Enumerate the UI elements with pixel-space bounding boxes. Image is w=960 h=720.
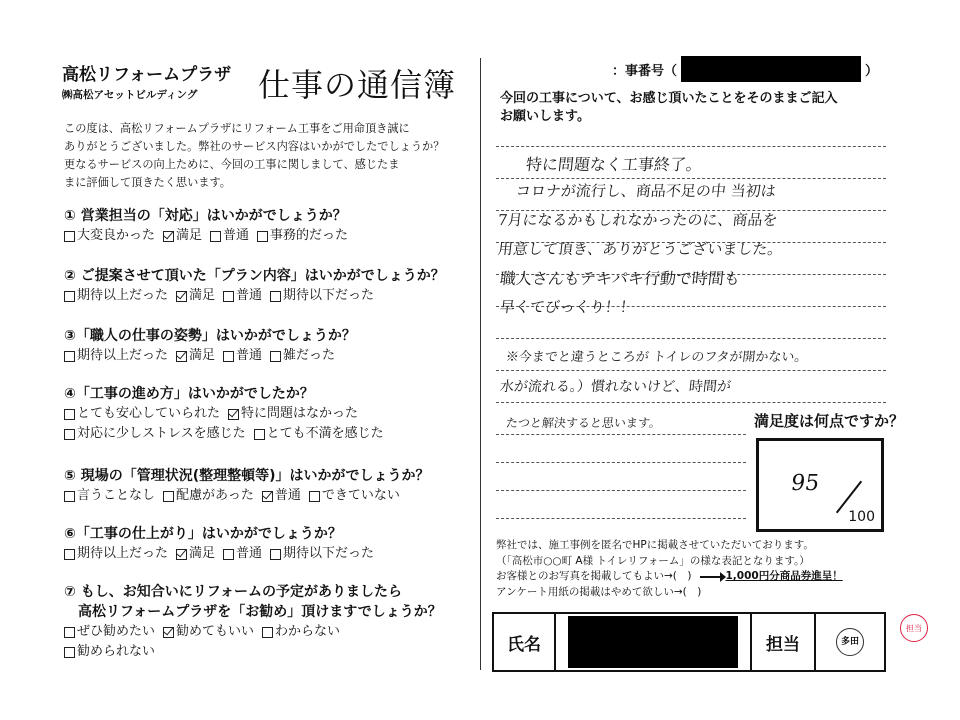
checkbox-icon[interactable] [64, 351, 75, 362]
checkbox-icon[interactable] [223, 351, 234, 362]
question-2 [64, 266, 474, 306]
staff-cell [816, 614, 884, 670]
option[interactable] [163, 622, 254, 642]
note-line: 弊社では、施工事例を匿名でHPに掲載させていただいております。 [496, 539, 814, 551]
option[interactable] [270, 286, 374, 306]
option[interactable] [64, 286, 168, 306]
option[interactable] [270, 346, 335, 366]
option[interactable] [64, 226, 155, 246]
option-label: できていない [321, 488, 400, 503]
staff-label: 担当 [752, 614, 816, 670]
handwritten-comment: たつと解決すると思います。 [505, 416, 662, 430]
checkbox-icon[interactable] [257, 231, 268, 242]
ruled-line [496, 402, 886, 403]
name-cell [556, 614, 752, 670]
option[interactable] [64, 622, 155, 642]
option[interactable] [64, 544, 168, 564]
ruled-line [496, 490, 746, 491]
handwritten-comment: 7月になるかもしれなかったのに、商品を [497, 211, 779, 229]
option-label: ぜひ勧めたい [77, 624, 156, 639]
option[interactable] [64, 486, 155, 506]
checkbox-icon[interactable] [254, 429, 265, 440]
option[interactable] [176, 286, 215, 306]
prompt-line: 今回の工事について、お感じ頂いたことをそのままご記入 [500, 91, 838, 106]
checkbox-icon[interactable] [64, 549, 75, 560]
checkbox-icon[interactable] [270, 291, 281, 302]
option-label: 普通 [236, 546, 263, 561]
checkbox-icon[interactable] [64, 491, 75, 502]
option[interactable] [257, 226, 348, 246]
case-number-label: ：事番号（ [612, 63, 678, 79]
case-number [612, 56, 878, 82]
option-label: 満足 [189, 288, 216, 303]
question-title: ② ご提案させて頂いた「プラン内容」はいかがでしょうか？ [64, 268, 445, 284]
option-row [64, 622, 474, 642]
option-row [64, 404, 474, 424]
satisfaction-title: 満足度は何点ですか？ [754, 412, 905, 430]
comment-prompt [500, 90, 890, 126]
option[interactable] [64, 424, 246, 444]
checkbox-icon[interactable] [270, 351, 281, 362]
checkbox-icon[interactable] [210, 231, 221, 242]
checkbox-icon[interactable] [64, 231, 75, 242]
option-label: 満足 [189, 546, 216, 561]
checked-checkbox-icon[interactable] [262, 491, 273, 502]
option[interactable] [262, 622, 340, 642]
checkbox-icon[interactable] [64, 409, 75, 420]
ruled-line [496, 434, 746, 435]
option[interactable] [163, 226, 202, 246]
option-label: 期待以下だった [283, 288, 375, 303]
intro-line: 更なるサービスの向上ために、今回の工事に関しまして、感じたま [64, 158, 400, 171]
question-6 [64, 524, 474, 564]
handwritten-comment: 用意して頂き、ありがとうございました。 [497, 240, 784, 258]
checkbox-icon[interactable] [309, 491, 320, 502]
option-label: 普通 [274, 488, 301, 503]
checkbox-icon[interactable] [163, 491, 174, 502]
option-row [64, 346, 474, 366]
option-row [64, 486, 474, 506]
checkbox-icon[interactable] [223, 549, 234, 560]
ruled-line [496, 518, 746, 519]
checkbox-icon[interactable] [262, 627, 273, 638]
checkbox-icon[interactable] [270, 549, 281, 560]
option-row [64, 226, 474, 246]
option-label: わからない [275, 624, 341, 639]
handwritten-comment: 水が流れる。）慣れないけど、時間が [499, 379, 732, 395]
question-7 [64, 582, 474, 662]
intro-line: ありがとうございました。弊社のサービス内容はいかがでしたでしょうか？ [64, 140, 445, 153]
option[interactable] [223, 544, 262, 564]
intro-line: まに評価して頂きたく思います。 [64, 176, 231, 189]
question-3 [64, 326, 474, 366]
prompt-line: お願いします。 [500, 109, 590, 124]
option-label: 期待以下だった [283, 546, 375, 561]
checked-checkbox-icon[interactable] [176, 549, 187, 560]
option-label: 事務的だった [270, 228, 349, 243]
option[interactable] [228, 404, 358, 424]
option-row [64, 642, 474, 662]
option-label: 満足 [176, 228, 203, 243]
option-label: 普通 [236, 288, 263, 303]
intro-line: この度は、高松リフォームプラザにリフォーム工事をご用命頂き誠に [64, 122, 410, 135]
option-label: 普通 [236, 348, 263, 363]
option-label: 特に問題はなかった [241, 406, 359, 421]
question-title: ④「工事の進め方」はいかがでしたか？ [64, 386, 314, 402]
ruled-line [496, 338, 886, 339]
checked-checkbox-icon[interactable] [163, 627, 174, 638]
option-label: 普通 [223, 228, 250, 243]
photo-consent-line [496, 569, 896, 585]
option-row [64, 424, 474, 444]
question-1 [64, 206, 474, 246]
question-title: ⑥「工事の仕上がり」はいかがでしょうか？ [64, 526, 342, 542]
handwritten-comment: 早くてびっくり！！ [499, 298, 636, 316]
checked-checkbox-icon[interactable] [163, 231, 174, 242]
case-number-close: ） [865, 63, 879, 79]
publication-notes [496, 538, 896, 600]
option-label: 配慮があった [176, 488, 254, 503]
option[interactable] [163, 486, 254, 506]
question-title: ⑤ 現場の「管理状況(整理整頓等)」はいかがでしょうか？ [64, 468, 430, 484]
option[interactable] [270, 544, 374, 564]
checked-checkbox-icon[interactable] [228, 409, 239, 420]
option-label: 勧められない [77, 644, 156, 659]
question-title: ① 営業担当の「対応」はいかがでしょうか？ [64, 208, 347, 224]
ruled-line [496, 178, 886, 179]
voucher-text: 1,000円分商品券進呈！ [725, 570, 843, 582]
option-label: 言うことなし [77, 488, 156, 503]
handwritten-comment: ※今までと違うところが トイレのフタが開かない。 [505, 350, 809, 365]
checkbox-icon[interactable] [64, 429, 75, 440]
photo-consent-text: お客様とのお写真を掲載してもよい→( ) [496, 570, 692, 582]
question-title: ③「職人の仕事の姿勢」はいかがでしょうか？ [64, 328, 356, 344]
checkbox-icon[interactable] [223, 291, 234, 302]
arrow-right-icon [700, 576, 722, 578]
checked-checkbox-icon[interactable] [176, 351, 187, 362]
red-seal-stamp: 担当 [900, 614, 928, 642]
satisfaction-max: 100 [848, 509, 875, 525]
checkbox-icon[interactable] [64, 647, 75, 658]
name-label: 氏名 [494, 614, 556, 670]
option[interactable] [223, 346, 262, 366]
staff-stamp: 多田 [836, 628, 864, 656]
brand-sub: ㈱高松アセットビルディング [62, 89, 198, 101]
option[interactable] [176, 544, 215, 564]
handwritten-comment: コロナが流行し、商品不足の中 当初は [515, 182, 777, 200]
option-row [64, 286, 474, 306]
option[interactable] [254, 424, 384, 444]
checked-checkbox-icon[interactable] [176, 291, 187, 302]
form-title: 仕事の通信簿 [258, 66, 457, 104]
checkbox-icon[interactable] [64, 291, 75, 302]
question-5 [64, 466, 474, 506]
option[interactable] [262, 486, 301, 506]
redacted-case-number [681, 56, 861, 82]
note-line: （「高松市○○町 A様 トイレリフォーム」の様な表記となります。） [496, 554, 810, 567]
option-label: とても不満を感じた [266, 426, 384, 441]
satisfaction-score: 95 [789, 471, 821, 496]
option-row [64, 544, 474, 564]
redacted-name [568, 616, 738, 668]
option-label: 勧めてもいい [176, 624, 255, 639]
handwritten-comment: 職人さんもテキパキ行動で時間も [498, 269, 741, 288]
option-label: 満足 [189, 348, 216, 363]
satisfaction-box [756, 438, 884, 532]
option[interactable] [210, 226, 249, 246]
ruled-line [496, 146, 886, 147]
option-label: 雑だった [283, 348, 336, 363]
signature-table [492, 612, 886, 672]
option[interactable] [223, 286, 262, 306]
option[interactable] [64, 404, 220, 424]
question-title: ⑦ もし、お知合いにリフォームの予定がありましたら [64, 584, 403, 600]
brand-name: 高松リフォームプラザ [62, 65, 232, 85]
brand [62, 60, 252, 102]
checkbox-icon[interactable] [64, 627, 75, 638]
ruled-line [496, 370, 886, 371]
survey-optout-line: アンケート用紙の掲載はやめて欲しい→( ) [496, 585, 702, 598]
ruled-line [496, 462, 746, 463]
option-label: 対応に少しストレスを感じた [77, 426, 246, 441]
question-title-line2: 高松リフォームプラザを「お勧め」頂けますでしょうか？ [78, 604, 442, 620]
option-label: 大変良かった [77, 228, 156, 243]
intro-text [64, 120, 472, 192]
question-4 [64, 384, 474, 444]
option[interactable] [309, 486, 400, 506]
option[interactable] [176, 346, 215, 366]
option-label: 期待以上だった [77, 348, 169, 363]
column-divider [480, 58, 481, 670]
option[interactable] [64, 642, 155, 662]
option-label: 期待以上だった [77, 546, 169, 561]
option[interactable] [64, 346, 168, 366]
handwritten-comment: 特に問題なく工事終了。 [524, 155, 703, 174]
option-label: とても安心していられた [77, 406, 221, 421]
option-label: 期待以上だった [77, 288, 169, 303]
